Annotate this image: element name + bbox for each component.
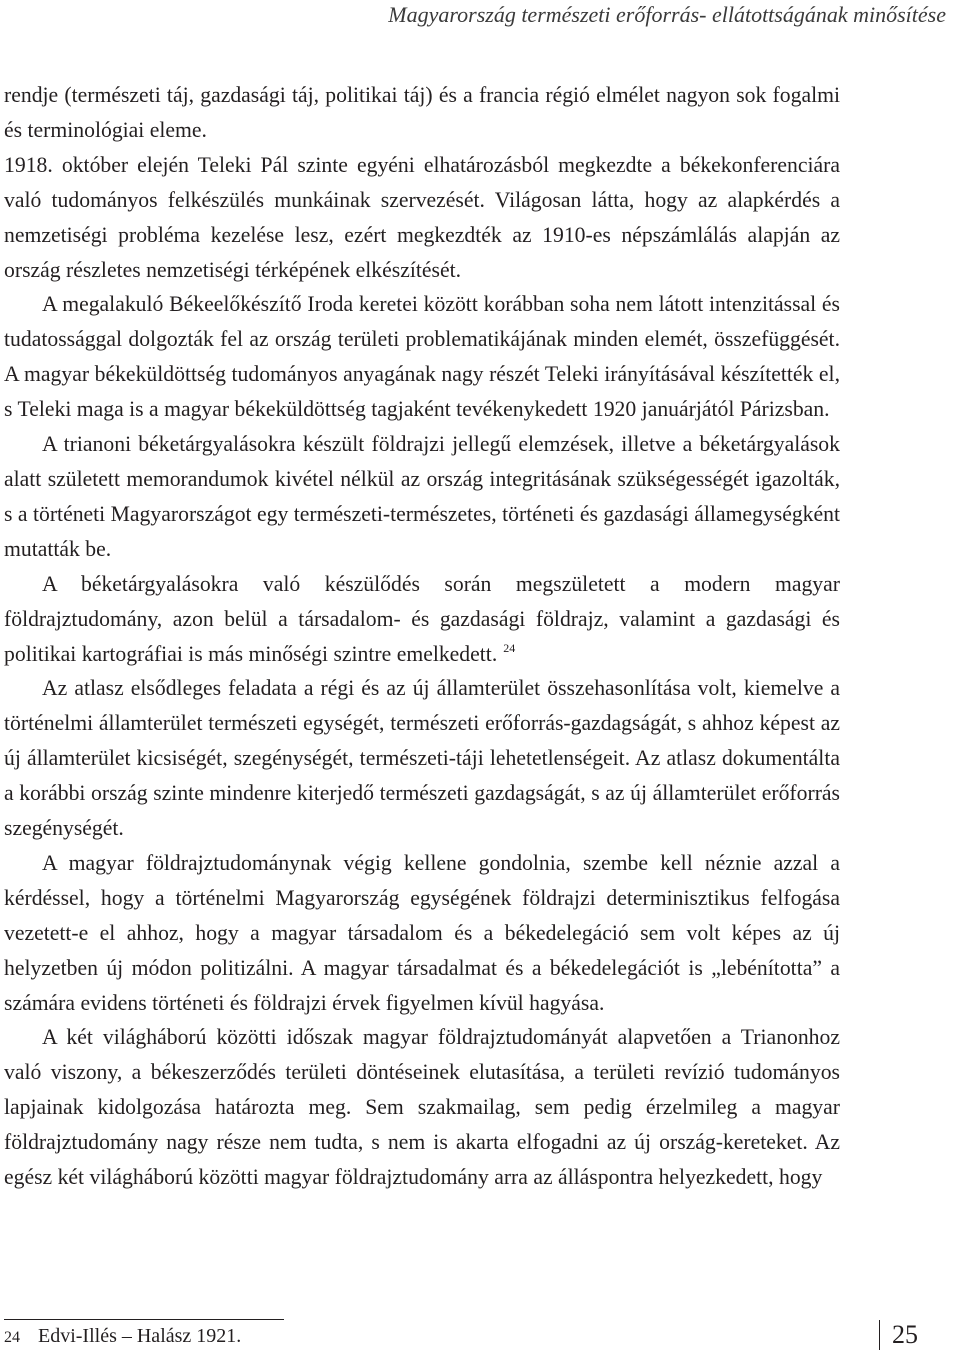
paragraph-2: 1918. október elején Teleki Pál szinte egyéni elhatározásból megkezdte a békekonferenciára való tudományos felkészülés munkáinak szervezését. Világosan látta, hogy az alapkérdés a nemzetiségi probléma kezelése lesz, ezért megkezdték az 1910-es népszámlálás alapján az ország részletes nemzetiségi térképének elkészítését. — [4, 152, 840, 282]
paragraph-4: A trianoni béketárgyalásokra készült földrajzi jellegű elemzések, illetve a béketárgyalások alatt született memorandumok kivétel nélkül az ország integritásának szükségességét igazolták, s a történeti Magyarországot egy természeti-természetes, történeti és gazdasági államegységként mutatták be. — [4, 432, 840, 561]
paragraph-1: rendje (természeti táj, gazdasági táj, politikai táj) és a francia régió elmélet nagyon sok fogalmi és terminológiai eleme. — [4, 83, 840, 142]
paragraph-8: A két világháború közötti időszak magyar földrajztudományát alapvetően a Trianonhoz való viszony, a békeszerződés területi döntéseinek elutasítása, a területi revízió tudományos lapjainak kidolgozása határozta meg. Sem szakmailag, sem pedig érzelmileg a magyar földrajztudomány nagy része nem tudta, s nem is akarta elfogadni az új ország-kereteket. Az egész két világháború közötti magyar földrajztudomány arra az álláspontra helyezkedett, hogy — [4, 1025, 840, 1190]
footnote — [4, 1325, 241, 1348]
footnote-reference[interactable]: 24 — [503, 641, 516, 656]
paragraph-7: A magyar földrajztudománynak végig kellene gondolnia, szembe kell néznie azzal a kérdéssel, hogy a történelmi Magyarország egységének földrajzi determinisztikus felfogása vezetett-e el ahhoz, hogy a magyar társadalom és a békedelegáció sem volt képes az új helyzetben új módon politizálni. A magyar társadalmat és a békedelegációt is „lebénította” a számára evidens történeti és földrajzi érvek figyelmen kívül hagyása. — [4, 850, 840, 1015]
paragraph-5 — [4, 567, 840, 672]
paragraph-5-text: A béketárgyalásokra való készülődés során megszületett a modern magyar földrajztudomány, azon belül a társadalom- és gazdasági földrajz, valamint a gazdasági és politikai kartográfiai is más minőségi szintre emelkedett. — [4, 571, 840, 666]
paragraph-6: Az atlasz elsődleges feladata a régi és az új államterület összehasonlítása volt, kiemelve a történelmi államterület természeti egységét, természeti erőforrás-gazdagságát, s ahhoz képest az új államterület kicsiségét, szegénységét, természeti-táji lehetetlenségeit. Az atlasz dokumentálta a korábbi ország szinte mindenre kiterjedő természeti gazdagságát, s az új államterület erőforrás szegénységét. — [4, 676, 840, 841]
footnote-number: 24 — [4, 1329, 20, 1346]
main-text — [4, 78, 840, 1195]
footnote-text: Edvi-Illés – Halász 1921. — [38, 1325, 242, 1347]
page-number: 25 — [879, 1320, 918, 1350]
paragraph-3: A megalakuló Békeelőkészítő Iroda keretei között korábban soha nem látott intenzitással és tudatossággal dolgozták fel az ország területi problematikájának minden elemét, összefüggését. A magyar békeküldöttség tudományos anyagának nagy részét Teleki irányításával készítették el, s Teleki maga is a magyar békeküldöttség tagjaként tevékenykedett 1920 januárjától Párizsban. — [4, 292, 840, 422]
running-header: Magyarország természeti erőforrás- ellátottságának minősítése — [388, 2, 946, 27]
footnote-divider — [4, 1319, 284, 1320]
